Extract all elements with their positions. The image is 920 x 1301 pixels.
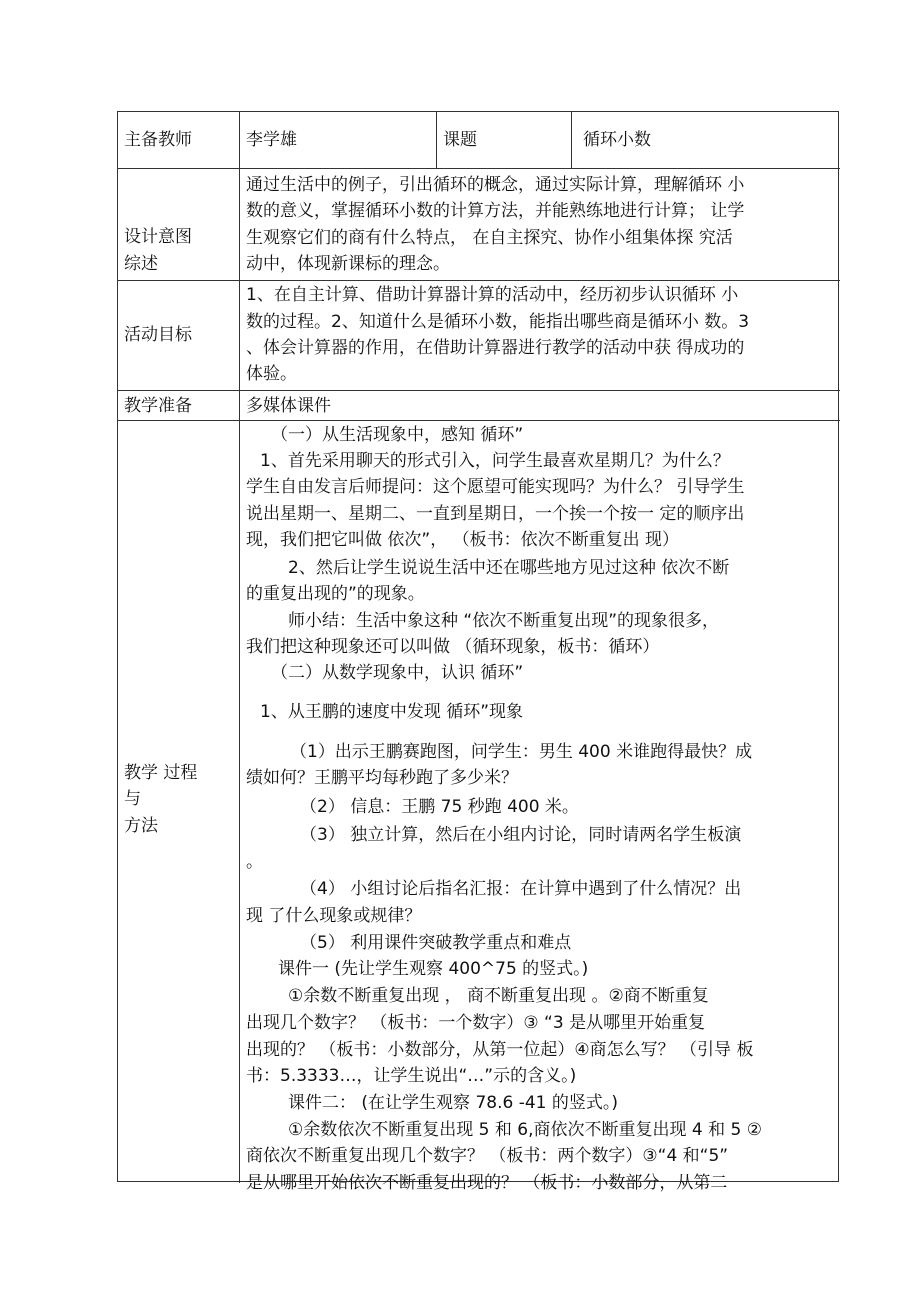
design-text-line: 生观察它们的商有什么特点， 在自主探究、协作小组集体探 究活 xyxy=(246,228,733,248)
lesson-plan-table xyxy=(117,111,839,1193)
design-label-line: 综述 xyxy=(124,254,158,274)
row-divider xyxy=(118,168,840,169)
column-divider xyxy=(436,112,437,168)
prep-value: 多媒体课件 xyxy=(246,396,331,416)
row-divider xyxy=(118,280,840,281)
column-divider xyxy=(239,112,240,1183)
column-divider xyxy=(571,112,572,168)
process-text-line: （一）从生活现象中，感知 循环” xyxy=(271,425,524,445)
design-label-line: 设计意图 xyxy=(124,227,192,247)
process-text-line: 我们把这种现象还可以叫做 （循环现象，板书：循环） xyxy=(246,637,660,657)
process-text-line: 绩如何？王鹏平均每秒跑了多少米？ xyxy=(246,768,518,788)
process-text-line: （4） 小组讨论后指名汇报：在计算中遇到了什么情况？出 xyxy=(300,879,742,899)
process-text-line: 现，我们把它叫做 依次”， （板书：依次不断重复出 现） xyxy=(246,530,680,550)
process-text-line: 的重复出现的”的现象。 xyxy=(246,584,425,604)
process-text-line: 学生自由发言后师提问：这个愿望可能实现吗？为什么？ 引导学生 xyxy=(246,477,745,497)
process-text-line: 课件二： (在让学生观察 78.6 -41 的竖式。) xyxy=(288,1093,618,1113)
design-text-line: 通过生活中的例子，引出循环的概念，通过实际计算，理解循环 小 xyxy=(246,175,745,195)
process-label-line: 方法 xyxy=(124,816,158,836)
goals-text-line: 、体会计算器的作用，在借助计算器进行教学的活动中获 得成功的 xyxy=(246,338,745,358)
process-text-line: 2、然后让学生说说生活中还在哪些地方见过这种 依次不断 xyxy=(288,558,730,578)
process-text-line: 课件一 (先让学生观察 400^75 的竖式。) xyxy=(278,959,589,979)
process-text-line: （5） 利用课件突破教学重点和难点 xyxy=(300,933,572,953)
process-text-line: （二）从数学现象中，认识 循环” xyxy=(271,663,524,683)
process-text-line: 现 了什么现象或规律？ xyxy=(246,906,422,926)
prep-label: 教学准备 xyxy=(124,396,192,416)
row-divider xyxy=(118,420,840,421)
process-text-line: 商依次不断重复出现几个数字？ （板书：两个数字）③“4 和“5” xyxy=(246,1146,729,1166)
teacher-name: 李学雄 xyxy=(246,130,297,150)
process-text-line: 师小结：生活中象这种 “依次不断重复出现”的现象很多， xyxy=(288,611,720,631)
process-text-line: （3） 独立计算，然后在小组内讨论，同时请两名学生板演 xyxy=(300,825,742,845)
design-text-line: 动中，体现新课标的理念。 xyxy=(246,254,450,274)
process-text-line: 1、首先采用聊天的形式引入，问学生最喜欢星期几？为什么？ xyxy=(260,451,730,471)
process-text-line: （2） 信息：王鹏 75 秒跑 400 米。 xyxy=(300,797,579,817)
process-text-line: （1）出示王鹏赛跑图，问学生：男生 400 米谁跑得最快？成 xyxy=(290,742,753,762)
process-label-line: 教学 过程 xyxy=(124,763,198,783)
goals-text-line: 1、在自主计算、借助计算器计算的活动中，经历初步认识循环 小 xyxy=(246,285,739,305)
topic-label: 课题 xyxy=(443,130,477,150)
goals-label: 活动目标 xyxy=(124,325,192,345)
design-text-line: 数的意义，掌握循环小数的计算方法，并能熟练地进行计算； 让学 xyxy=(246,201,745,221)
goals-text-line: 体验。 xyxy=(246,364,297,384)
teacher-label: 主备教师 xyxy=(124,130,192,150)
process-text-line: ①余数依次不断重复出现 5 和 6,商依次不断重复出现 4 和 5 ② xyxy=(288,1120,762,1140)
process-text-line: 1、从王鹏的速度中发现 循环”现象 xyxy=(260,702,524,722)
process-text-line: 出现几个数字？ （板书：一个数字）③ “3 是从哪里开始重复 xyxy=(246,1013,706,1033)
process-text-line: 。 xyxy=(246,852,263,872)
process-text-line: 书：5.3333…，让学生说出“…”示的含义。) xyxy=(246,1066,577,1086)
process-text-line: 出现的？ （板书：小数部分，从第一位起）④商怎么写？ （引导 板 xyxy=(246,1040,754,1060)
process-label-line: 与 xyxy=(124,789,141,809)
process-text-line: ①余数不断重复出现 ， 商不断重复出现 。②商不断重复 xyxy=(288,986,709,1006)
row-divider xyxy=(118,390,840,391)
process-text-line: 是从哪里开始依次不断重复出现的？ （板书：小数部分，从第二 xyxy=(246,1173,728,1193)
goals-text-line: 数的过程。2、知道什么是循环小数，能指出哪些商是循环小 数。3 xyxy=(246,312,750,332)
process-text-line: 说出星期一、星期二、一直到星期日，一个挨一个按一 定的顺序出 xyxy=(246,504,745,524)
topic-value: 循环小数 xyxy=(583,130,651,150)
